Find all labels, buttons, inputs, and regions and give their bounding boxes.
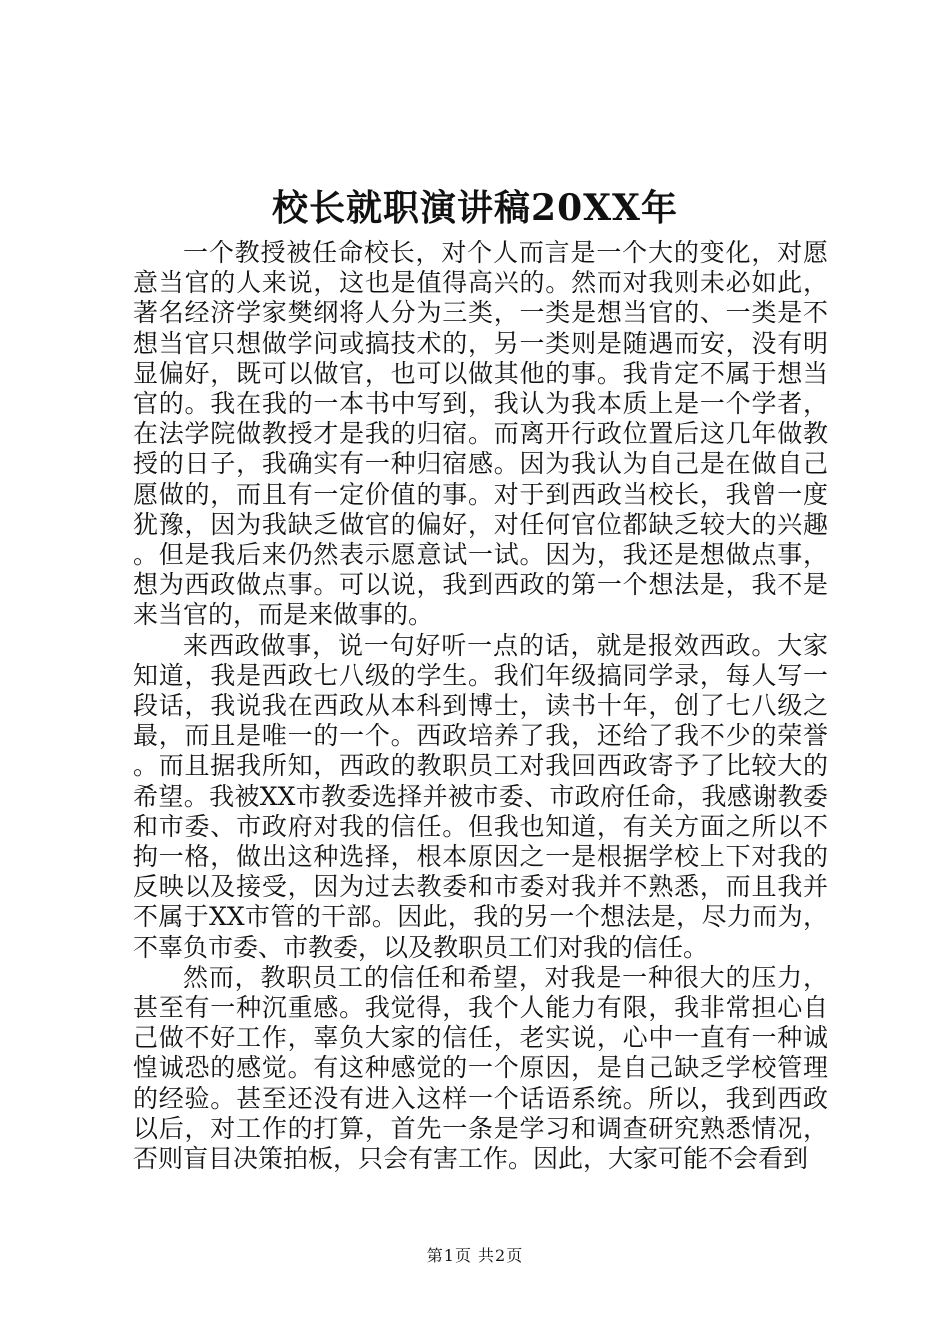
document-title: 校长就职演讲稿20XX年: [272, 187, 678, 229]
page-footer: 第1页 共2页: [426, 1246, 524, 1265]
paragraph-3: 然而，教职员工的信任和希望，对我是一种很大的压力，甚至有一种沉重感。我觉得，我个人能力有限，我非常担心自己做不好工作，辜负大家的信任，老实说，心中一直有一种诚惶诚恐的感觉。有这种感觉的一个原因，是自己缺乏学校管理的经验。甚至还没有进入这样一个话语系统。所以，我到西政以后，对工作的打算，首先一条是学习和调查研究熟悉情况，否则盲目决策拍板，只会有害工作。因此，大家可能不会看到: [133, 962, 828, 1174]
paragraph-2: 来西政做事，说一句好听一点的话，就是报效西政。大家知道，我是西政七八级的学生。我们年级搞同学录，每人写一段话，我说我在西政从本科到博士，读书十年，创了七八级之最，而且是唯一的一个。西政培养了我，还给了我不少的荣誉。而且据我所知，西政的教职员工对我回西政寄予了比较大的希望。我被XX市教委选择并被市委、市政府任命，我感谢教委和市委、市政府对我的信任。但我也知道，有关方面之所以不拘一格，做出这种选择，根本原因之一是根据学校上下对我的反映以及接受，因为过去教委和市委对我并不熟悉，而且我并不属于XX市管的干部。因此，我的另一个想法是，尽力而为，不辜负市委、市教委，以及教职员工们对我的信任。: [133, 630, 828, 962]
paragraph-1: 一个教授被任命校长，对个人而言是一个大的变化，对愿意当官的人来说，这也是值得高兴的。然而对我则未必如此，著名经济学家樊纲将人分为三类，一类是想当官的、一类是不想当官只想做学问或搞技术的，另一类则是随遇而安，没有明显偏好，既可以做官，也可以做其他的事。我肯定不属于想当官的。我在我的一本书中写到，我认为我本质上是一个学者，在法学院做教授才是我的归宿。而离开行政位置后这几年做教授的日子，我确实有一种归宿感。因为我认为自己是在做自己愿做的，而且有一定价值的事。对于到西政当校长，我曾一度犹豫，因为我缺乏做官的偏好，对任何官位都缺乏较大的兴趣。但是我后来仍然表示愿意试一试。因为，我还是想做点事，想为西政做点事。可以说，我到西政的第一个想法是，我不是来当官的，而是来做事的。: [133, 238, 828, 630]
document-body: [133, 238, 828, 1174]
